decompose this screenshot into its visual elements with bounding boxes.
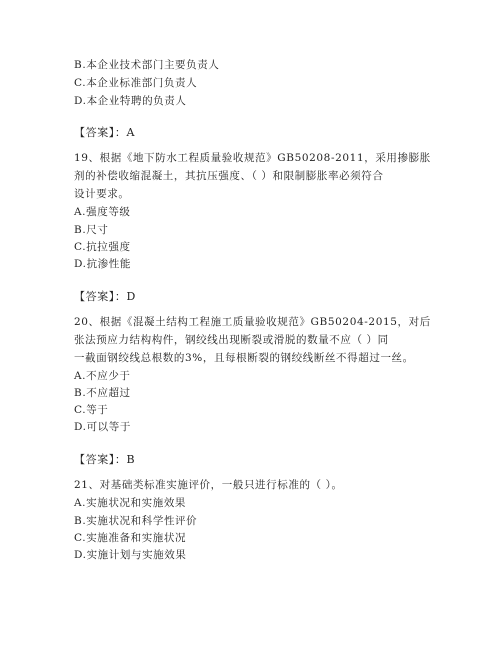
- option-b: B.尺寸: [74, 224, 109, 236]
- question-text-line: 设计要求。: [74, 188, 130, 200]
- option-d: D.可以等于: [74, 421, 131, 433]
- option-a: A.强度等级: [74, 206, 131, 218]
- question-text-line: 19、根据《地下防水工程质量验收规范》GB50208-2011，采用掺膨胀: [74, 152, 431, 164]
- question-text-line: 一截面钢绞线总根数的3%，且每根断裂的钢绞线断丝不得超过一丝。: [74, 352, 414, 364]
- option-c: C.等于: [74, 404, 109, 416]
- option-b: B.实施状况和科学性评价: [74, 515, 198, 527]
- option-a: A.不应少于: [74, 370, 131, 382]
- question-text-line: 21、对基础类标准实施评价，一般只进行标准的（ ）。: [74, 479, 343, 491]
- question-text-line: 20、根据《混凝土结构工程施工质量验收规范》GB50204-2015，对后: [74, 316, 431, 328]
- option-d: D.本企业特聘的负责人: [74, 95, 187, 107]
- option-c: C.抗拉强度: [74, 241, 131, 253]
- option-b: B.本企业技术部门主要负责人: [74, 59, 220, 71]
- question-text-line: 张法预应力结构构件，钢绞线出现断裂或滑脱的数量不应（ ）同: [74, 334, 389, 346]
- answer-line: 【答案】：B: [74, 453, 136, 466]
- option-a: A.实施状况和实施效果: [74, 497, 187, 509]
- option-b: B.不应超过: [74, 387, 131, 399]
- option-d: D.实施计划与实施效果: [74, 549, 187, 561]
- option-c: C.实施准备和实施状况: [74, 532, 187, 544]
- option-c: C.本企业标准部门负责人: [74, 77, 198, 89]
- question-text-line: 剂的补偿收缩混凝土，其抗压强度、（ ）和限制膨胀率必须符合: [74, 170, 384, 182]
- answer-line: 【答案】：D: [74, 290, 136, 303]
- answer-line: 【答案】：A: [74, 126, 136, 139]
- option-d: D.抗渗性能: [74, 258, 131, 270]
